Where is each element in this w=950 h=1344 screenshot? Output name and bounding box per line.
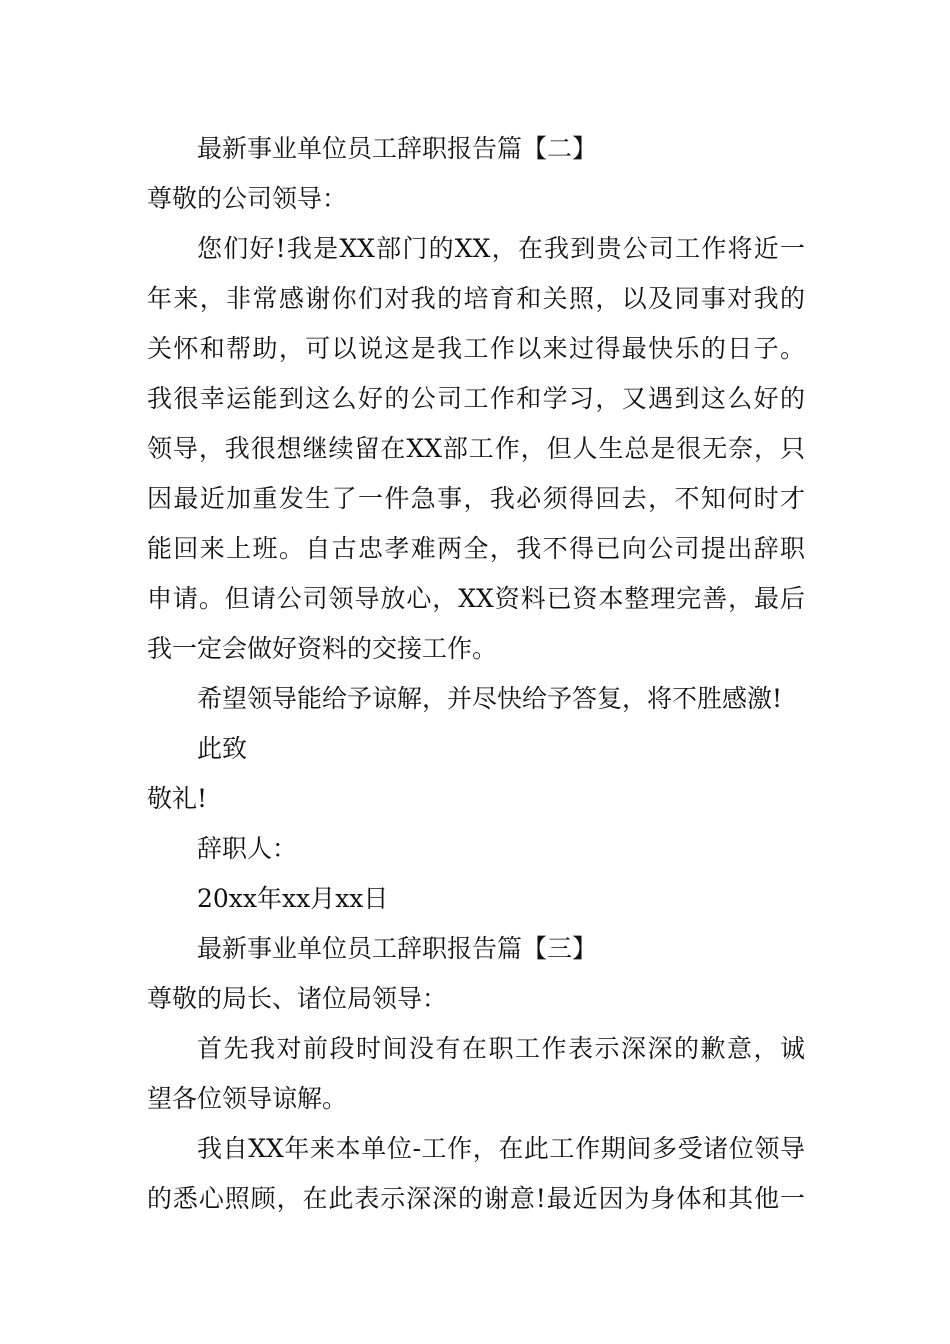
- body-line: 领导，我很想继续留在XX部工作，但人生总是很无奈，只: [147, 434, 805, 463]
- body-line: 因最近加重发生了一件急事，我必须得回去，不知何时才: [147, 484, 805, 513]
- body-line: 您们好!我是XX部门的XX，在我到贵公司工作将近一: [197, 234, 805, 263]
- closing-regards: 敬礼!: [147, 784, 208, 813]
- body-line: 我一定会做好资料的交接工作。: [147, 634, 498, 663]
- salutation-3: 尊敬的局长、诸位局领导：: [147, 984, 448, 1013]
- body-line: 年来，非常感谢你们对我的培育和关照，以及同事对我的: [147, 284, 805, 313]
- section-title-3: 最新事业单位员工辞职报告篇【三】: [197, 934, 598, 963]
- body-line: 关怀和帮助，可以说这是我工作以来过得最快乐的日子。: [147, 334, 805, 363]
- body-line: 希望领导能给予谅解，并尽快给予答复，将不胜感激!: [197, 684, 783, 713]
- body-line: 申请。但请公司领导放心，XX资料已资本整理完善，最后: [147, 584, 805, 613]
- body-line: 我自XX年来本单位-工作，在此工作期间多受诸位领导: [197, 1134, 805, 1163]
- body-line: 望各位领导谅解。: [147, 1084, 348, 1113]
- signature-label: 辞职人：: [197, 834, 298, 863]
- body-line: 首先我对前段时间没有在职工作表示深深的歉意，诚: [197, 1034, 805, 1063]
- closing-line: 此致: [197, 734, 248, 763]
- body-line: 我很幸运能到这么好的公司工作和学习，又遇到这么好的: [147, 384, 805, 413]
- salutation-2: 尊敬的公司领导：: [147, 184, 348, 213]
- body-line: 能回来上班。自古忠孝难两全，我不得已向公司提出辞职: [147, 534, 805, 563]
- section-title-2: 最新事业单位员工辞职报告篇【二】: [197, 134, 598, 163]
- signature-date: 20xx年xx月xx日: [197, 884, 389, 913]
- body-line: 的悉心照顾，在此表示深深的谢意!最近因为身体和其他一: [147, 1184, 805, 1213]
